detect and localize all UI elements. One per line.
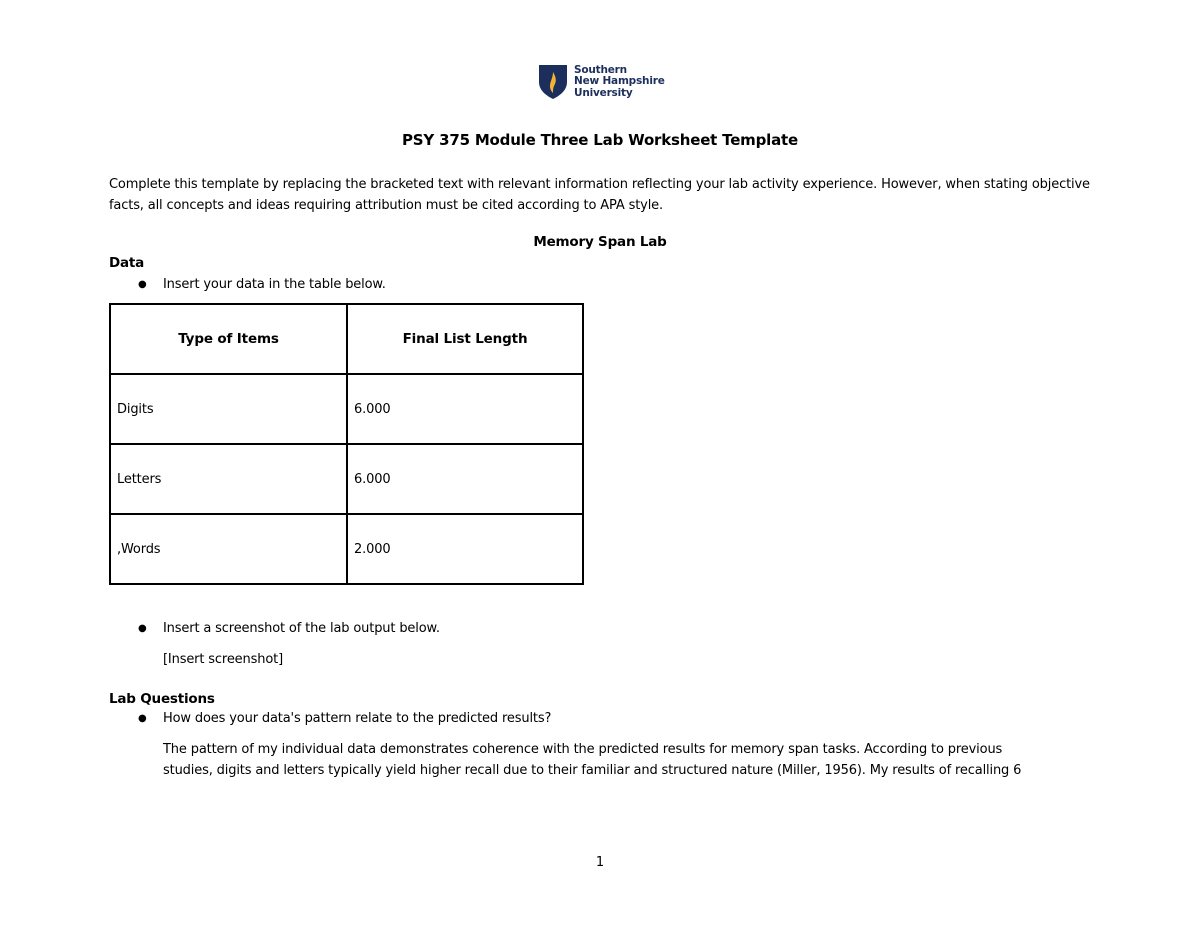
screenshot-bullet: [138, 621, 440, 636]
snhu-shield-icon: [538, 64, 568, 100]
lab-questions-heading: Lab Questions: [109, 691, 215, 707]
table-header-row: [110, 304, 583, 374]
cell-item-type: ,Words: [110, 514, 347, 584]
table-row: [110, 374, 583, 444]
header-type-of-items: Type of Items: [110, 304, 347, 374]
bullet-icon: ●: [138, 713, 147, 724]
table-row: [110, 444, 583, 514]
page-number: 1: [595, 855, 605, 870]
header-final-list-length: Final List Length: [347, 304, 583, 374]
logo-wordmark: [574, 65, 665, 100]
bullet-icon: ●: [138, 623, 147, 634]
data-bullet: [138, 277, 386, 292]
question-bullet: [138, 711, 551, 726]
cell-item-type: Digits: [110, 374, 347, 444]
data-heading: Data: [109, 255, 145, 271]
logo-line-2: New Hampshire: [574, 75, 665, 88]
logo-line-1: Southern: [574, 63, 627, 76]
cell-list-length: 6.000: [347, 444, 583, 514]
data-table: [109, 303, 584, 585]
screenshot-bullet-text: Insert a screenshot of the lab output below.: [163, 621, 440, 636]
intro-paragraph: Complete this template by replacing the bracketed text with relevant information reflecting your lab activity experience. However, when stating objective facts, all concepts and ideas requiring attribution must be cited according to APA style.: [109, 177, 1090, 213]
table-row: [110, 514, 583, 584]
snhu-logo: [538, 64, 665, 100]
bullet-icon: ●: [138, 279, 147, 290]
cell-list-length: 6.000: [347, 374, 583, 444]
section-title: Memory Span Lab: [533, 234, 667, 250]
cell-list-length: 2.000: [347, 514, 583, 584]
screenshot-placeholder: [Insert screenshot]: [163, 652, 283, 667]
answer-1-line-2: studies, digits and letters typically yield higher recall due to their familiar and structured nature (Miller, 1956). My results of recalling 6: [163, 763, 1022, 778]
logo-line-3: University: [574, 86, 633, 99]
document-title: PSY 375 Module Three Lab Worksheet Template: [402, 131, 798, 149]
answer-1-line-1: The pattern of my individual data demonstrates coherence with the predicted results for memory span tasks. According to previous: [163, 742, 1003, 757]
cell-item-type: Letters: [110, 444, 347, 514]
question-1-text: How does your data's pattern relate to the predicted results?: [163, 711, 552, 726]
data-bullet-text: Insert your data in the table below.: [163, 277, 386, 292]
